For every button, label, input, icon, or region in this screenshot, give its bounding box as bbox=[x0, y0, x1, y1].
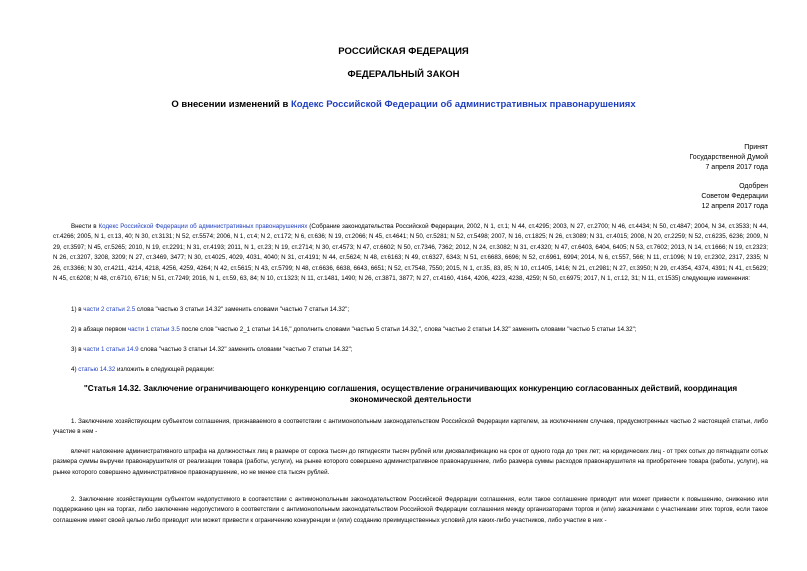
item-1-text: слова "частью 3 статьи 14.32" заменить словами "частью 7 статьи 14.32"; bbox=[135, 306, 350, 313]
approved-by: Советом Федерации bbox=[701, 193, 768, 200]
adopted-date: 7 апреля 2017 года bbox=[705, 164, 768, 171]
item-4-text: изложить в следующей редакции: bbox=[115, 366, 215, 373]
approved-label: Одобрен bbox=[739, 183, 768, 190]
intro-paragraph bbox=[53, 222, 768, 284]
amendment-item-2 bbox=[53, 325, 768, 335]
item-4-prefix: 4) bbox=[71, 366, 79, 373]
article-part-2-text: 2. Заключение хозяйствующим субъектом недопустимого в соответствии с антимонопольным законодательством Российской Федерации соглашения, если такое соглашение приводит или может привести к повышению, снижению или поддержанию цен на торгах, либо заключение недопустимого в соответствии с антимонопольным законодательством Российской Федерации соглашения между организаторами торгов и (или) заказчиками с участниками этих торгов, если такое соглашение имеет своей целью либо приводит или может привести к ограничению конкуренции и (или) созданию преимущественных условий для каких-либо участников, либо участие в них - bbox=[53, 496, 768, 524]
item-3-link[interactable]: части 1 статьи 14.9 bbox=[83, 346, 139, 353]
item-3-prefix: 3) в bbox=[71, 346, 84, 353]
law-title-prefix: О внесении изменений в bbox=[171, 99, 291, 110]
item-4-link[interactable]: статью 14.32 bbox=[78, 366, 116, 373]
intro-code-link[interactable]: Кодекс Российской Федерации об административных правонарушениях bbox=[98, 223, 308, 230]
law-type-heading: ФЕДЕРАЛЬНЫЙ ЗАКОН bbox=[347, 69, 460, 80]
adopted-label: Принят bbox=[744, 144, 768, 151]
item-1-link[interactable]: части 2 статьи 2.5 bbox=[83, 306, 136, 313]
article-heading: "Статья 14.32. Заключение ограничивающего конкуренцию соглашения, осуществление ограничивающих конкуренцию согласованных действий, координация экономической деятельности bbox=[83, 384, 738, 404]
amendment-item-1 bbox=[53, 305, 768, 315]
item-3-text: слова "частью 3 статьи 14.32" заменить словами "частью 7 статьи 14.32"; bbox=[138, 346, 353, 353]
item-2-link[interactable]: части 1 статьи 3.5 bbox=[127, 326, 180, 333]
article-part-2 bbox=[53, 495, 768, 526]
amendment-item-4 bbox=[53, 365, 768, 375]
amendment-item-3 bbox=[53, 345, 768, 355]
adopted-by: Государственной Думой bbox=[689, 154, 768, 161]
approved-date: 12 апреля 2017 года bbox=[701, 203, 768, 210]
article-part-1 bbox=[53, 417, 768, 438]
item-2-prefix: 2) в абзаце первом bbox=[71, 326, 128, 333]
intro-text: (Собрание законодательства Российской Федерации, 2002, N 1, ст.1; N 44, ст.4295; 2003, N 27, ст.2700; N 46, ст.4434; N 50, ст.4847; 2004, N 34, ст.3533; N 44, ст.4266; 2005, N 1, ст.13, 40; N 30, ст.3131; N 52, ст.5574; 2006, N 1, ст.4; N 2, ст.172; N 6, ст.636; N 19, ст.2066; N 45, ст.4641; N 50, ст.5281; N 52, ст.5498; 2007, N 16, ст.1825; N 26, ст.3089; N 31, ст.4015; 2008, N 20, ст.2259; N 52, ст.6235, 6236; 2009, N 29, ст.3597; N 45, ст.5265; 2010, N 19, ст.2291; N 31, ст.4193; 2011, N 1, ст.23; N 19, ст.2714; N 30, ст.4573; N 47, ст.6602; N 50, ст.7346, 7362; 2012, N 24, ст.3082; N 31, ст.4320; N 47, ст.6403, 6404, 6405; N 53, ст.7602; 2013, N 14, ст.1666; N 19, ст.2323; N 26, ст.3207, 3208, 3209; N 27, ст.3469, 3477; N 30, ст.4025, 4029, 4031, 4040; N 31, ст.4191; N 44, ст.5624; N 48, ст.6163; N 49, ст.6327, 6343; N 51, ст.6683, 6696; N 52, ст.6961, 6994; 2014, N 6, ст.557, 566; N 11, ст.1096; N 19, ст.2302, 2317, 2335; N 26, ст.3366; N 30, ст.4211, 4214, 4218, 4256, 4259, 4264; N 42, ст.5615; N 43, ст.5799; N 48, ст.6636, 6638, 6643, 6651; N 52, ст.7548, 7550; 2015, N 1, ст.35, 83, 85; N 10, ст.1405, 1416; N 21, ст.2981; N 27, ст.3950; N 29, ст.4354, 4374, 4391; N 41, ст.5629; N 45, ст.6208; N 48, ст.6710, 6716; N 51, ст.7249; 2016, N 1, ст.59, 63, 84; N 10, ст.1323; N 11, ст.1481, 1490; N 26, ст.3871, 3877; N 27, ст.4160, 4164, 4206, 4223, 4238, 4259; N 50, ст.6975; 2017, N 1, ст.12, 31; N 11, ст.1535) следующие изменения: bbox=[53, 223, 768, 283]
adopted-block bbox=[689, 143, 768, 173]
law-title bbox=[0, 99, 807, 110]
country-heading: РОССИЙСКАЯ ФЕДЕРАЦИЯ bbox=[338, 46, 469, 57]
koap-code-link[interactable]: Кодекс Российской Федерации об административных правонарушениях bbox=[290, 99, 636, 110]
item-2-text: после слов "частью 2_1 статьи 14.16," дополнить словами "частью 5 статьи 14.32,", слова "частью 2 статьи 14.32" заменить словами "частью 5 статьи 14.32"; bbox=[179, 326, 637, 333]
article-part-1-text: 1. Заключение хозяйствующим субъектом соглашения, признаваемого в соответствии с антимонопольным законодательством Российской Федерации картелем, за исключением случаев, предусмотренных частью 2 настоящей статьи, либо участие в нем - bbox=[53, 418, 768, 436]
intro-prefix: Внести в bbox=[71, 223, 99, 230]
article-part-1-penalty-text: влечет наложение административного штрафа на должностных лиц в размере от сорока тысяч до пятидесяти тысяч рублей или дисквалификацию на срок от одного года до трех лет; на юридических лиц - от трех сотых до пятнадцати сотых размера суммы выручки правонарушителя от реализации товара (работы, услуги), на рынке которого совершено административное правонарушение, либо размера суммы расходов правонарушителя на приобретение товара (работы, услуги), на рынке которого совершено административное правонарушение, но не менее ста тысяч рублей. bbox=[53, 448, 768, 476]
article-part-1-penalty bbox=[53, 447, 768, 478]
approved-block bbox=[701, 182, 768, 212]
item-1-prefix: 1) в bbox=[71, 306, 84, 313]
